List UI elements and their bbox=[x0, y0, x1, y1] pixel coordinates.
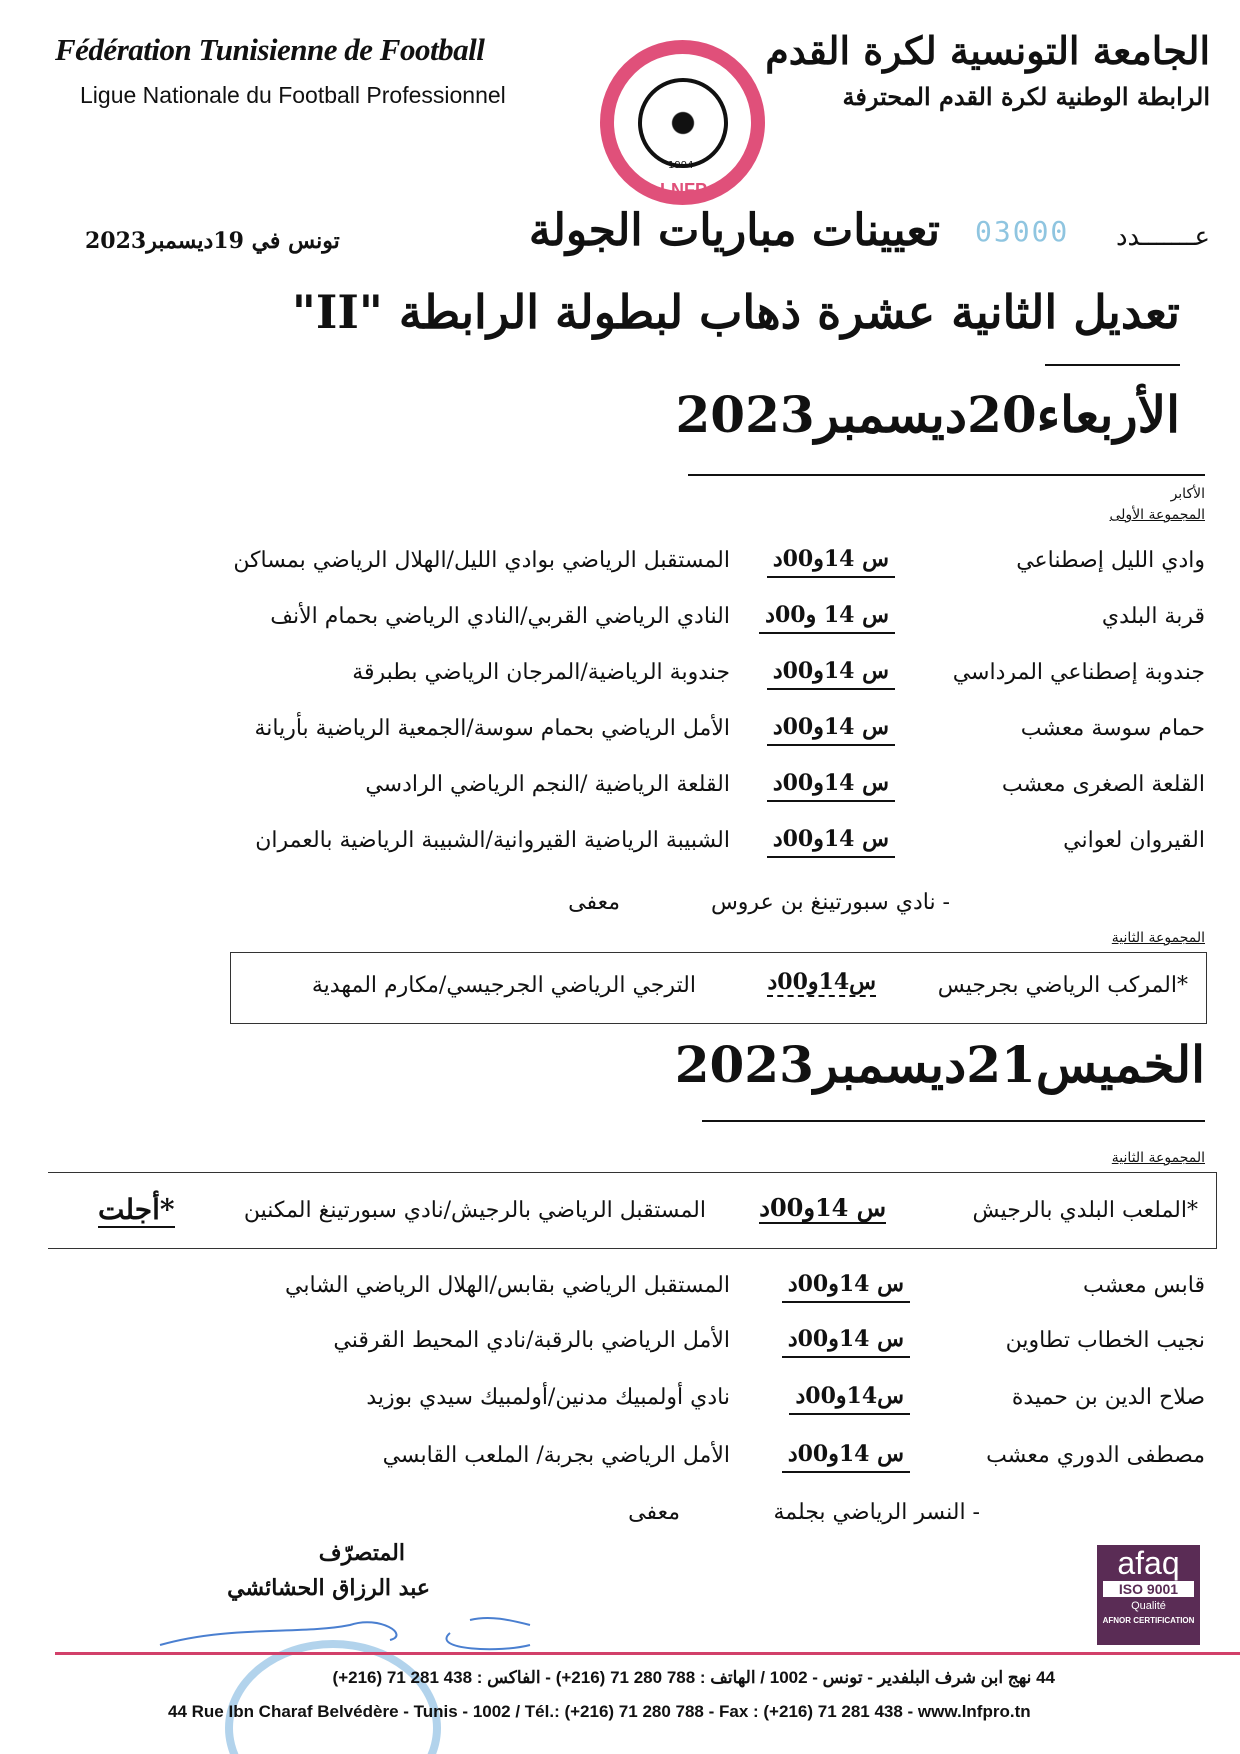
time: س 14و00د bbox=[782, 1271, 910, 1303]
time: س 14 و00د bbox=[759, 602, 895, 634]
exempt-label: معفى bbox=[568, 890, 620, 915]
logo-text: LNFP bbox=[660, 180, 707, 200]
time: س 14و00د bbox=[767, 546, 895, 578]
venue: نجيب الخطاب تطاوين bbox=[1005, 1328, 1205, 1353]
doc-title: تعيينات مباريات الجولة bbox=[528, 205, 940, 256]
time: س 14و00د bbox=[767, 658, 895, 690]
match-row bbox=[0, 1435, 1240, 1485]
match: نادي أولمبيك مدنين/أولمبيك سيدي بوزيد bbox=[366, 1385, 730, 1410]
ref-number: 03000 bbox=[975, 215, 1070, 248]
federation-name-ar: الجامعة التونسية لكرة القدم bbox=[765, 28, 1210, 73]
match: الأمل الرياضي بحمام سوسة/الجمعية الرياضية بأريانة bbox=[254, 716, 730, 741]
match: المستقبل الرياضي بقابس/الهلال الرياضي الشابي bbox=[284, 1273, 730, 1298]
venue: قربة البلدي bbox=[1101, 604, 1205, 629]
venue: القيروان لعواني bbox=[1063, 828, 1205, 853]
cert-iso: ISO 9001 bbox=[1103, 1581, 1194, 1597]
postponed-status: *أجلت bbox=[98, 1193, 175, 1226]
match: جندوبة الرياضية/المرجان الرياضي بطبرقة bbox=[352, 660, 730, 685]
time: س 14و00د bbox=[767, 826, 895, 858]
match-row bbox=[0, 596, 1240, 646]
match-row bbox=[0, 1320, 1240, 1370]
federation-name-fr: Fédération Tunisienne de Football bbox=[55, 32, 485, 67]
match: الترجي الرياضي الجرجيسي/مكارم المهدية bbox=[311, 973, 696, 998]
footer-address-fr: 44 Rue Ibn Charaf Belvédère - Tunis - 1002 / Tél.: (+216) 71 280 788 - Fax : (+216) 71 281 438 - www.lnfpro.tn bbox=[168, 1702, 1031, 1721]
match: الأمل الرياضي بجربة/ الملعب القابسي bbox=[382, 1443, 730, 1468]
footer-divider bbox=[55, 1652, 1240, 1655]
time: س14و00د bbox=[767, 969, 876, 995]
group1-label: المجموعة الأولى bbox=[1109, 507, 1205, 523]
league-name-ar: الرابطة الوطنية لكرة القدم المحترفة bbox=[842, 82, 1210, 111]
football-icon bbox=[638, 78, 728, 168]
league-name-fr: Ligue Nationale du Football Professionnel bbox=[80, 82, 506, 108]
match: النادي الرياضي القربي/النادي الرياضي بحمام الأنف bbox=[270, 604, 730, 629]
cert-quality: Qualité bbox=[1131, 1600, 1166, 1612]
time: س14و00د bbox=[789, 1383, 910, 1415]
divider bbox=[702, 1120, 1205, 1122]
day1-label: الأربعاء20ديسمبر2023 bbox=[675, 385, 1180, 444]
time: س 14و00د bbox=[759, 1193, 886, 1222]
logo-year: 1994 bbox=[668, 160, 694, 171]
exempt-team: - النسر الرياضي بجلمة bbox=[773, 1500, 980, 1525]
boxed-match bbox=[48, 1172, 1217, 1249]
venue: قابس معشب bbox=[1082, 1273, 1205, 1298]
match-row bbox=[0, 1377, 1240, 1427]
venue: مصطفى الدوري معشب bbox=[986, 1443, 1205, 1468]
venue: جندوبة إصطناعي المرداسي bbox=[952, 660, 1205, 685]
match-row bbox=[0, 820, 1240, 870]
venue: حمام سوسة معشب bbox=[1020, 716, 1205, 741]
group2-label: المجموعة الثانية bbox=[1111, 930, 1205, 946]
group2-label: المجموعة الثانية bbox=[1111, 1150, 1205, 1166]
match-row bbox=[0, 764, 1240, 814]
match: الأمل الرياضي بالرقبة/نادي المحيط القرقني bbox=[333, 1328, 730, 1353]
boxed-match bbox=[230, 952, 1207, 1024]
footer-address-ar: 44 نهج ابن شرف البلفدير - تونس - 1002 / الهاتف : 788 280 71 (216+) - الفاكس : 438 281 71 (216+) bbox=[332, 1668, 1055, 1687]
time: س 14و00د bbox=[782, 1326, 910, 1358]
match: المستقبل الرياضي بالرجيش/نادي سبورتينغ المكنين bbox=[243, 1198, 706, 1223]
venue: صلاح الدين بن حميدة bbox=[1011, 1385, 1205, 1410]
venue: القلعة الصغرى معشب bbox=[1001, 772, 1205, 797]
venue: *المركب الرياضي بجرجيس bbox=[937, 973, 1188, 998]
exempt-team: - نادي سبورتينغ بن عروس bbox=[710, 890, 950, 915]
time: س 14و00د bbox=[767, 714, 895, 746]
round-subtitle: تعديل الثانية عشرة ذهاب لبطولة الرابطة "II" bbox=[291, 285, 1180, 339]
match-row bbox=[0, 1265, 1240, 1315]
match: المستقبل الرياضي بوادي الليل/الهلال الرياضي بمساكن bbox=[233, 548, 730, 573]
venue: *الملعب البلدي بالرجيش bbox=[972, 1198, 1198, 1223]
divider bbox=[688, 474, 1205, 476]
match-row bbox=[0, 708, 1240, 758]
time: س 14و00د bbox=[782, 1441, 910, 1473]
venue: وادي الليل إصطناعي bbox=[1016, 548, 1205, 573]
signatory-role: المتصرّف bbox=[318, 1540, 405, 1566]
day2-label: الخميس21ديسمبر2023 bbox=[674, 1035, 1205, 1094]
official-stamp bbox=[225, 1640, 441, 1754]
signatory-name: عبد الرزاق الحشائشي bbox=[227, 1575, 430, 1601]
exempt-label: معفى bbox=[628, 1500, 680, 1525]
cert-brand: afaq bbox=[1117, 1545, 1180, 1581]
time: س 14و00د bbox=[767, 770, 895, 802]
afaq-certification-logo bbox=[1097, 1545, 1200, 1645]
match-row bbox=[0, 540, 1240, 590]
match: القلعة الرياضية /النجم الرياضي الرادسي bbox=[365, 772, 730, 797]
category-label: الأكابر bbox=[1170, 486, 1205, 502]
divider bbox=[1045, 364, 1180, 366]
cert-org: AFNOR CERTIFICATION bbox=[1102, 1616, 1195, 1625]
match: الشبيبة الرياضية القيروانية/الشبيبة الرياضية بالعمران bbox=[255, 828, 730, 853]
match-row bbox=[0, 652, 1240, 702]
doc-date: تونس في 19ديسمبر2023 bbox=[85, 228, 340, 254]
ref-label: عـــــــدد bbox=[1115, 222, 1210, 252]
